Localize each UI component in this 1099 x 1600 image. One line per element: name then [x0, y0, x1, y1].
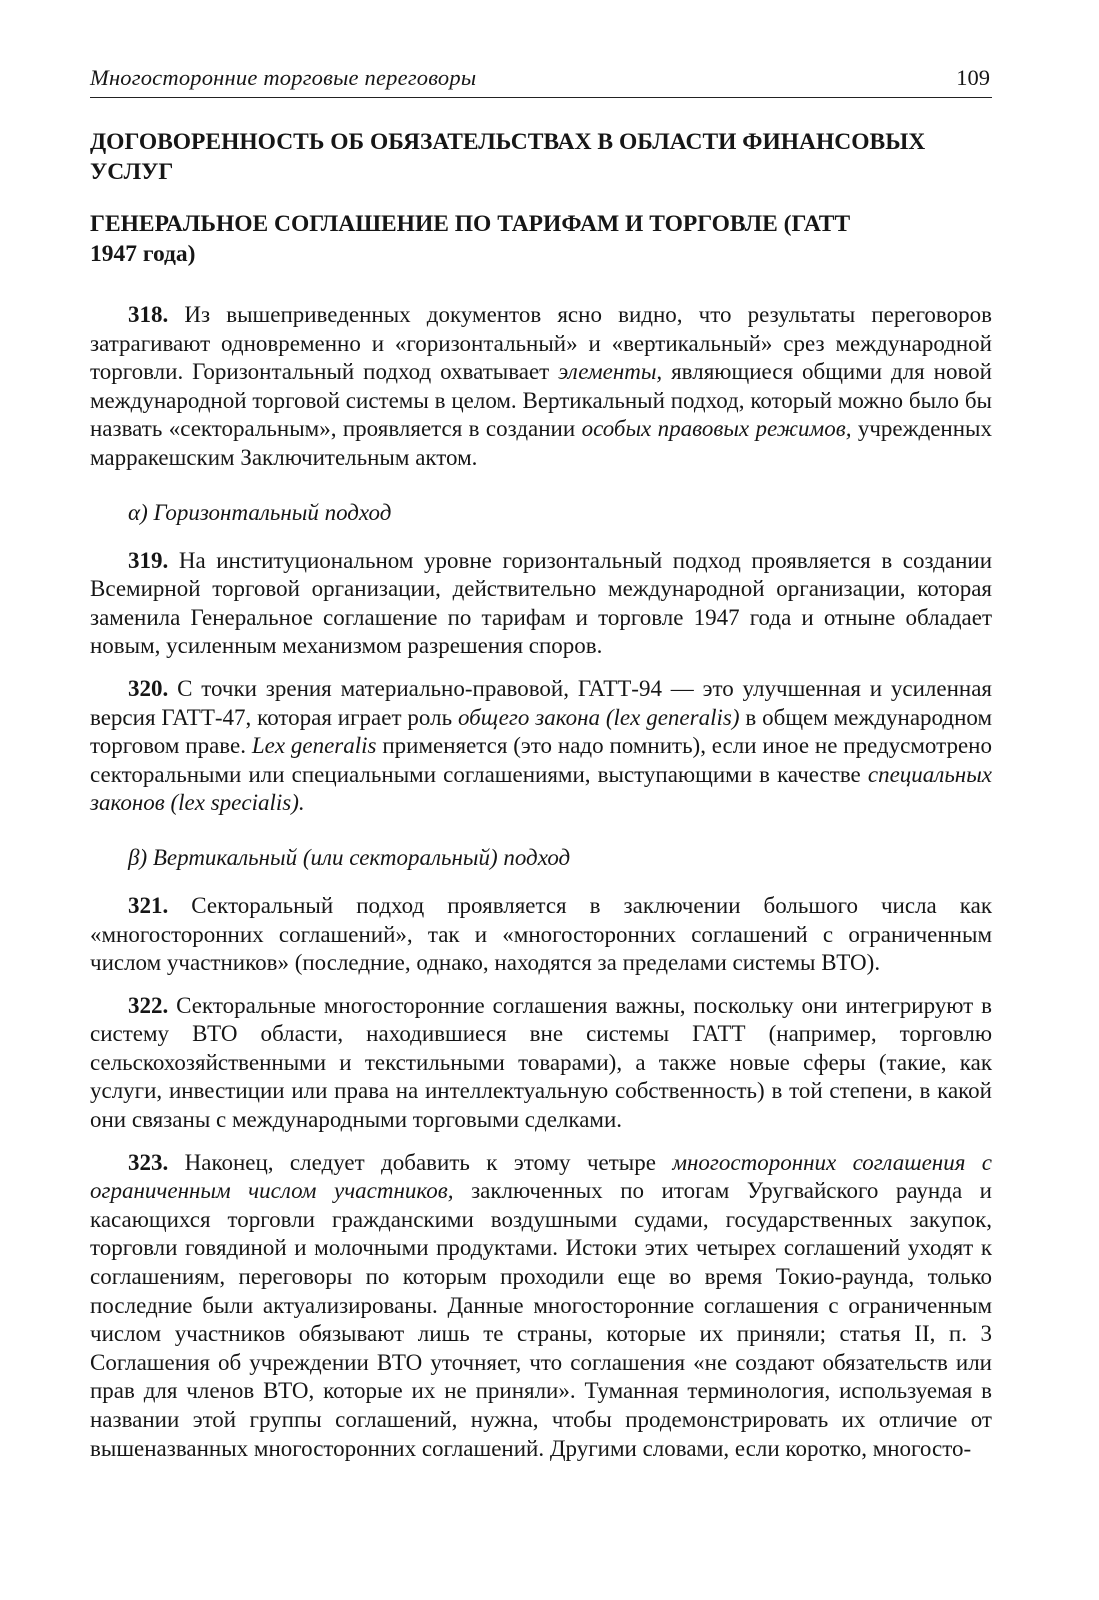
paragraph-text: Из вышеприведенных документов ясно видно, что результаты переговоров затрагивают одновременно и «горизонтальный» и «вертикальный» срез международной торговли. Горизонтальный подход охватывает — [90, 302, 992, 385]
paragraph-text: Секторальные многосторонние соглашения важны, поскольку они интегрируют в систему ВТО области, находившиеся вне системы ГАТТ (например, торговлю сельскохозяйственными и текстильными товарами), а также новые сферы (такие, как услуги, инвестиции или права на интеллектуальную собственность) в той степени, в какой они связаны с международными торговыми сделками. — [90, 992, 992, 1133]
paragraph-318 — [90, 301, 992, 473]
section-heading: ДОГОВОРЕННОСТЬ ОБ ОБЯЗАТЕЛЬСТВАХ В ОБЛАСТИ ФИНАНСОВЫХ УСЛУГ — [90, 129, 926, 185]
subsection-heading — [90, 209, 992, 269]
paragraph-emphasis: многосторонних соглашения с ограниченным числом участников, — [90, 1149, 993, 1204]
paragraph-emphasis: элементы, — [558, 359, 663, 385]
running-head-title: Многосторонние торговые переговоры — [90, 65, 477, 90]
paragraph-text: Секторальный подход проявляется в заключении большого числа как «многосторонних соглашений», так и «многосторонних соглашений с ограниченным числом участников» (последние, однако, находятся за пределами системы ВТО). — [90, 892, 992, 976]
paragraph-text: Наконец, следует добавить к этому четыре — [168, 1149, 673, 1175]
paragraph-emphasis: Lex generalis — [251, 733, 377, 759]
subheading-vertical: β) Вертикальный (или секторальный) подход — [128, 844, 571, 870]
paragraph-number: 321. — [128, 892, 169, 918]
page-number: 109 — [956, 65, 990, 90]
paragraph-text: учрежденных марракешским Заключительным актом. — [90, 416, 993, 470]
subsection-heading-line: ГЕНЕРАЛЬНОЕ СОГЛАШЕНИЕ ПО ТАРИФАМ И ТОРГОВЛЕ (ГАТТ — [90, 211, 851, 237]
paragraph-323 — [90, 1149, 992, 1464]
paragraph-number: 323. — [128, 1149, 169, 1175]
paragraph-emphasis: общего закона (lex generalis) — [457, 704, 740, 730]
paragraph-number: 318. — [128, 302, 169, 327]
page-content — [90, 127, 992, 1463]
paragraph-emphasis: специальных законов (lex specialis). — [90, 761, 992, 816]
subheading-horizontal: α) Горизонтальный подход — [128, 499, 392, 525]
paragraph-text: С точки зрения материально-правовой, ГАТТ-94 — это улучшенная и усиленная версия ГАТТ-47, которая играет роль — [90, 675, 992, 730]
paragraph-number: 320. — [128, 675, 169, 701]
paragraph-number: 322. — [128, 992, 169, 1018]
paragraph-text: На институциональном уровне горизонтальный подход проявляется в создании Всемирной торговой организации, действительно международной организации, которая заменила Генеральное соглашение по тарифам и торговле 1947 года и отныне обладает новым, усиленным механизмом разрешения споров. — [90, 547, 992, 659]
paragraph-322 — [90, 992, 992, 1135]
paragraph-number: 319. — [128, 547, 169, 573]
paragraph-text: в общем международном торговом праве. — [90, 704, 993, 759]
paragraph-320 — [90, 675, 992, 818]
paragraph-text: применяется (это надо помнить), если иное не предусмотрено секторальными или специальными соглашениями, выступающими в качестве — [90, 733, 992, 787]
paragraph-text: являющиеся общими для новой международной торговой системы в целом. Вертикальный подход, который можно было бы назвать «секторальным», проявляется в создании — [90, 359, 992, 442]
paragraph-321 — [90, 892, 992, 978]
paragraph-emphasis: особых правовых режимов, — [581, 416, 852, 442]
subsection-heading-year: 1947 года) — [90, 241, 196, 267]
paragraph-text: заключенных по итогам Уругвайского раунда и касающихся торговли гражданскими воздушными судами, государственных закупок, торговли говядиной и молочными продуктами. Истоки этих четырех соглашений уходят к соглашениям, переговоры по которым проходили еще во время Токио-раунда, только последние были актуализированы. Данные многосторонние соглашения с ограниченным числом участников обязывают лишь те страны, которые их приняли; статья II, п. 3 Соглашения об учреждении ВТО уточняет, что соглашения «не создают обязательств или прав для членов ВТО, которые их не приняли». Туманная терминология, используемая в названии этой группы соглашений, нужна, чтобы продемонстрировать их отличие от вышеназванных многосторонних соглашений. Другими словами, если коротко, многосто- — [90, 1178, 992, 1461]
paragraph-319 — [90, 547, 992, 661]
running-head — [90, 63, 992, 98]
